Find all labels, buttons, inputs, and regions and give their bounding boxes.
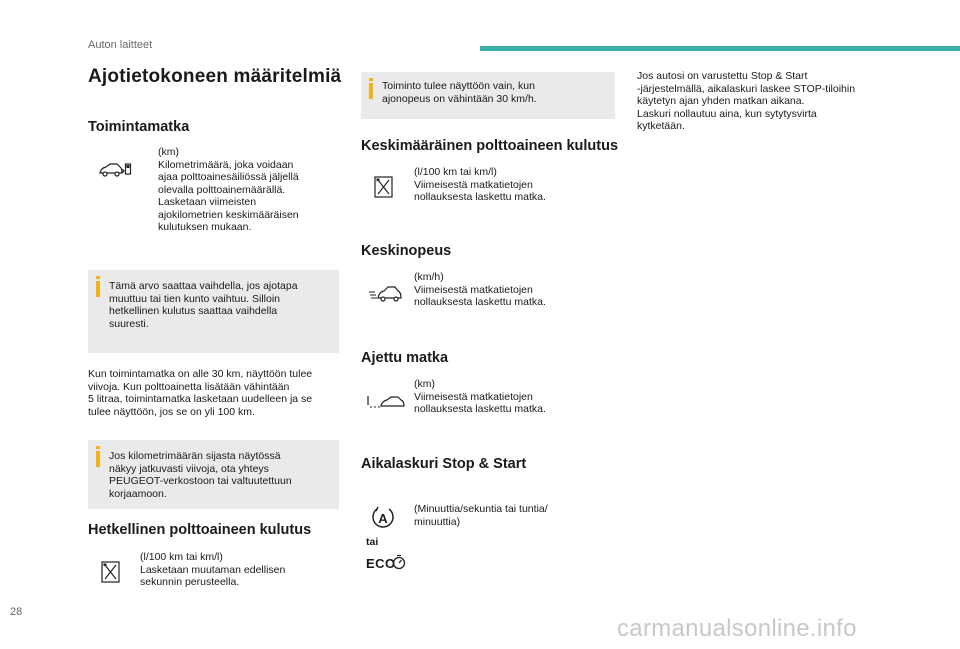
heading-stop-start: Aikalaskuri Stop & Start — [361, 456, 527, 472]
header-accent-bar — [480, 46, 960, 51]
info-icon — [96, 281, 100, 297]
fuel-pump-icon — [373, 175, 395, 199]
stop-start-icon — [370, 505, 396, 531]
info-note-speed: Toiminto tulee näyttöön vain, kun ajonopeus on vähintään 30 km/h. — [361, 72, 615, 119]
page-title: Ajotietokoneen määritelmiä — [88, 66, 342, 87]
avg-speed-text: (km/h) Viimeisestä matkatietojen nollauksesta laskettu matka. — [414, 271, 546, 308]
instant-consumption-text: (l/100 km tai km/l) Lasketaan muutaman edellisen sekunnin perusteella. — [140, 551, 286, 588]
range-paragraph: Kun toimintamatka on alle 30 km, näyttöön tulee viivoja. Kun polttoainetta lisätään vähintään 5 litraa, toimintamatka lasketaan uudelleen ja se tulee näyttöön, jos se on yli 100 km. — [88, 368, 313, 418]
info-icon — [369, 83, 373, 99]
avg-consumption-text: (l/100 km tai km/l) Viimeisestä matkatietojen nollauksesta laskettu matka. — [414, 166, 546, 203]
stop-start-text: (Minuuttia/sekuntia tai tuntia/ minuuttia) — [414, 503, 548, 528]
range-text: (km) Kilometrimäärä, joka voidaan ajaa polttoainesäiliössä jäljellä olevalla polttoainemäärällä. Lasketaan viimeisten ajokilometrien keskimääräisen kulutuksen mukaan. — [158, 146, 299, 233]
page-number: 28 — [10, 606, 23, 618]
watermark: carmanualsonline.info — [617, 615, 857, 642]
heading-instant-consumption: Hetkellinen polttoaineen kulutus — [88, 522, 312, 538]
stop-start-description: Jos autosi on varustettu Stop & Start -järjestelmällä, aikalaskuri laskee STOP-tiloihin käytetyn ajan yhden matkan aikana. Laskuri nollautuu aina, kun sytytysvirta kytketään. — [637, 70, 856, 132]
or-label: tai — [366, 536, 379, 548]
section-header: Auton laitteet — [88, 39, 153, 51]
svg-text:A: A — [378, 511, 388, 526]
distance-text: (km) Viimeisestä matkatietojen nollauksesta laskettu matka. — [414, 378, 546, 415]
car-distance-icon — [366, 393, 406, 411]
fuel-pump-icon — [100, 560, 122, 584]
heading-range: Toimintamatka — [88, 119, 190, 135]
heading-avg-consumption: Keskimääräinen polttoaineen kulutus — [361, 138, 619, 154]
car-speed-icon — [368, 284, 402, 304]
fuel-range-icon — [98, 160, 132, 180]
info-note-dashes: Jos kilometrimäärän sijasta näytössä näkyy jatkuvasti viivoja, ota yhteys PEUGEOT-verkostoon tai valtuutettuun korjaamoon. — [88, 440, 339, 509]
heading-distance: Ajettu matka — [361, 350, 449, 366]
eco-label: ECO — [366, 556, 396, 571]
info-icon — [96, 451, 100, 467]
heading-avg-speed: Keskinopeus — [361, 243, 452, 259]
info-note-range: Tämä arvo saattaa vaihdella, jos ajotapa muuttuu tai tien kunto vaihtuu. Silloin hetkellinen kulutus saattaa vaihdella suuresti. — [88, 270, 339, 353]
eco-timer-icon — [392, 554, 406, 570]
